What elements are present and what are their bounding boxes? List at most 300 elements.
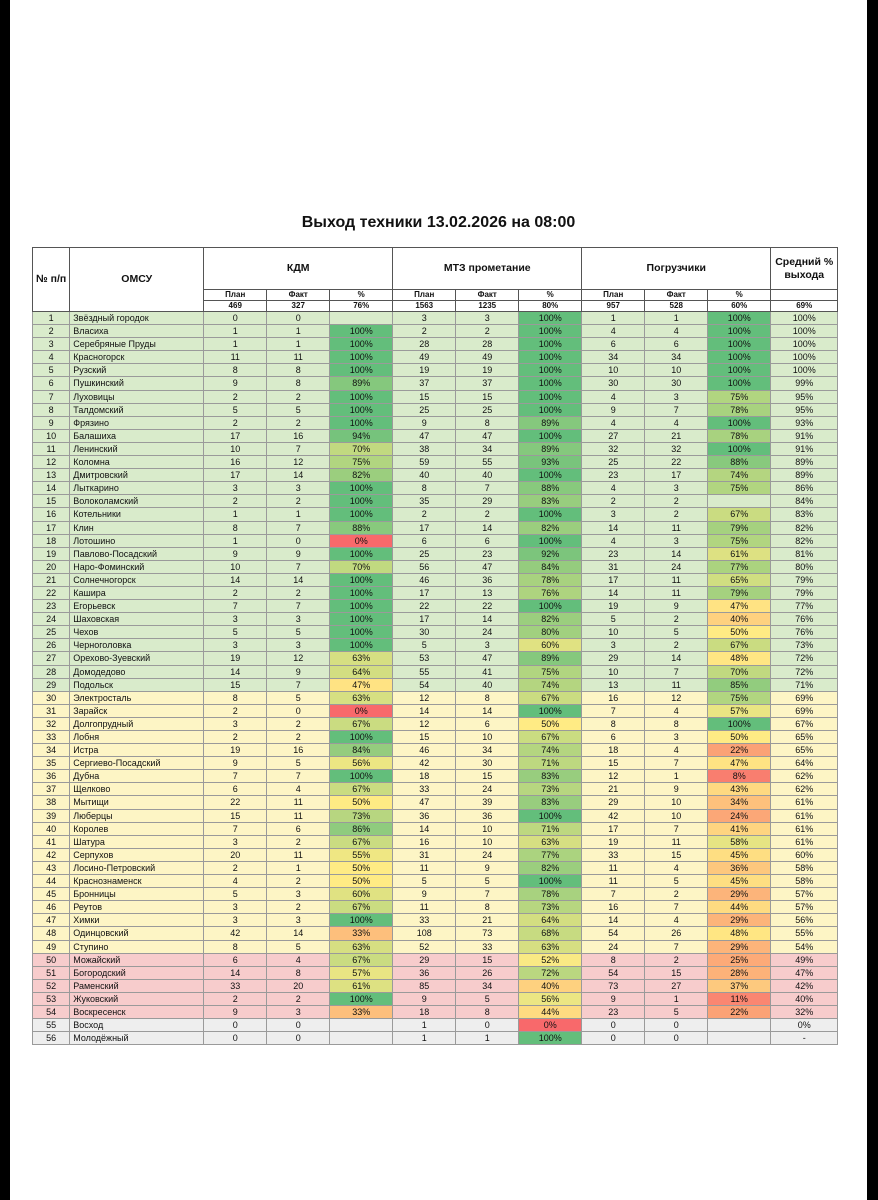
cell-kdm-pct: 100% [330,364,393,377]
cell-kdm-fact: 0 [267,312,330,325]
cell-mtz-fact: 36 [456,573,519,586]
cell-avg: 95% [771,403,838,416]
cell-mtz-fact: 33 [456,940,519,953]
cell-pog-plan: 19 [582,600,645,613]
table-row [33,783,838,796]
cell-num: 51 [33,966,70,979]
cell-kdm-plan: 16 [204,456,267,469]
cell-mtz-fact: 47 [456,652,519,665]
cell-pog-fact: 15 [645,848,708,861]
cell-mtz-pct: 76% [519,586,582,599]
cell-avg: 61% [771,809,838,822]
table-row [33,534,838,547]
cell-num: 24 [33,613,70,626]
cell-omsu: Истра [70,744,204,757]
cell-mtz-fact: 2 [456,325,519,338]
cell-num: 40 [33,822,70,835]
cell-pog-plan: 34 [582,351,645,364]
cell-pog-fact: 7 [645,403,708,416]
cell-mtz-plan: 5 [393,639,456,652]
cell-mtz-plan: 22 [393,600,456,613]
cell-kdm-pct: 100% [330,416,393,429]
cell-omsu: Серебряные Пруды [70,338,204,351]
cell-mtz-plan: 59 [393,456,456,469]
cell-pog-pct: 100% [708,377,771,390]
cell-avg: 100% [771,338,838,351]
cell-num: 14 [33,482,70,495]
cell-kdm-pct: 100% [330,770,393,783]
cell-kdm-plan: 2 [204,586,267,599]
cell-avg: 65% [771,731,838,744]
table-row [33,390,838,403]
cell-kdm-pct: 63% [330,652,393,665]
cell-mtz-pct: 75% [519,665,582,678]
cell-num: 16 [33,508,70,521]
cell-mtz-fact: 8 [456,1005,519,1018]
cell-pog-fact: 7 [645,665,708,678]
cell-pog-pct: 45% [708,848,771,861]
cell-pog-plan: 23 [582,547,645,560]
cell-kdm-fact: 7 [267,521,330,534]
cell-kdm-plan: 22 [204,796,267,809]
cell-kdm-fact: 2 [267,992,330,1005]
cell-mtz-pct: 73% [519,901,582,914]
cell-kdm-fact: 1 [267,325,330,338]
cell-pog-pct: 25% [708,953,771,966]
cell-kdm-fact: 16 [267,744,330,757]
cell-omsu: Долгопрудный [70,717,204,730]
cell-pog-plan: 29 [582,652,645,665]
cell-mtz-plan: 14 [393,822,456,835]
cell-kdm-plan: 19 [204,652,267,665]
cell-omsu: Лобня [70,731,204,744]
cell-pog-pct: 11% [708,992,771,1005]
cell-pog-pct [708,495,771,508]
cell-mtz-plan: 17 [393,586,456,599]
cell-kdm-pct: 33% [330,1005,393,1018]
cell-mtz-plan: 47 [393,429,456,442]
cell-omsu: Сергиево-Посадский [70,757,204,770]
cell-num: 6 [33,377,70,390]
cell-pog-plan: 5 [582,613,645,626]
table-row [33,442,838,455]
cell-kdm-plan: 0 [204,312,267,325]
cell-num: 33 [33,731,70,744]
cell-pog-fact: 26 [645,927,708,940]
header-pog: Погрузчики [582,248,771,290]
cell-kdm-pct: 86% [330,822,393,835]
table-row [33,678,838,691]
cell-kdm-fact: 4 [267,783,330,796]
cell-omsu: Наро-Фоминский [70,560,204,573]
total-pog-pct: 60% [708,301,771,312]
cell-kdm-plan: 14 [204,665,267,678]
cell-pog-plan: 16 [582,691,645,704]
cell-pog-pct: 100% [708,351,771,364]
cell-mtz-pct: 100% [519,390,582,403]
cell-mtz-pct: 63% [519,940,582,953]
cell-avg: 76% [771,613,838,626]
cell-kdm-pct: 73% [330,809,393,822]
cell-pog-fact: 4 [645,704,708,717]
cell-mtz-pct: 89% [519,442,582,455]
subheader-plan: План [582,290,645,301]
cell-pog-fact: 4 [645,914,708,927]
cell-mtz-plan: 85 [393,979,456,992]
cell-mtz-pct: 67% [519,691,582,704]
cell-num: 44 [33,875,70,888]
cell-omsu: Ленинский [70,442,204,455]
cell-mtz-plan: 18 [393,1005,456,1018]
cell-pog-pct: 41% [708,822,771,835]
cell-kdm-plan: 8 [204,364,267,377]
cell-mtz-fact: 1 [456,1032,519,1045]
cell-mtz-plan: 47 [393,796,456,809]
cell-avg: 79% [771,573,838,586]
cell-kdm-plan: 8 [204,691,267,704]
cell-omsu: Подольск [70,678,204,691]
cell-pog-fact: 7 [645,940,708,953]
cell-pog-plan: 6 [582,338,645,351]
cell-mtz-pct: 88% [519,482,582,495]
cell-mtz-fact: 73 [456,927,519,940]
cell-num: 21 [33,573,70,586]
subheader-fact: Факт [645,290,708,301]
cell-kdm-fact: 1 [267,861,330,874]
cell-pog-fact: 7 [645,822,708,835]
total-avg: 69% [771,301,838,312]
cell-kdm-pct: 75% [330,456,393,469]
cell-mtz-pct: 50% [519,717,582,730]
total-pog-fact: 528 [645,301,708,312]
cell-pog-plan: 24 [582,940,645,953]
cell-kdm-fact: 20 [267,979,330,992]
cell-kdm-pct: 100% [330,573,393,586]
table-row [33,364,838,377]
cell-avg: 40% [771,992,838,1005]
cell-kdm-pct: 47% [330,678,393,691]
cell-omsu: Орехово-Зуевский [70,652,204,665]
cell-pog-fact: 5 [645,1005,708,1018]
table-row [33,652,838,665]
cell-pog-plan: 54 [582,927,645,940]
cell-pog-pct: 67% [708,639,771,652]
cell-kdm-plan: 9 [204,757,267,770]
cell-mtz-fact: 3 [456,639,519,652]
cell-pog-pct: 67% [708,508,771,521]
cell-omsu: Богородский [70,966,204,979]
cell-omsu: Лотошино [70,534,204,547]
cell-omsu: Власиха [70,325,204,338]
cell-pog-pct: 45% [708,875,771,888]
cell-pog-fact: 30 [645,377,708,390]
cell-kdm-pct: 89% [330,377,393,390]
cell-avg: 71% [771,678,838,691]
cell-pog-plan: 12 [582,770,645,783]
cell-mtz-plan: 36 [393,966,456,979]
cell-pog-pct: 74% [708,469,771,482]
cell-pog-pct: 79% [708,521,771,534]
cell-mtz-plan: 11 [393,901,456,914]
cell-kdm-fact: 12 [267,652,330,665]
cell-kdm-pct: 100% [330,600,393,613]
cell-mtz-pct: 100% [519,325,582,338]
table-row [33,927,838,940]
cell-mtz-plan: 49 [393,351,456,364]
cell-avg: 89% [771,469,838,482]
cell-avg: 61% [771,835,838,848]
cell-kdm-plan: 3 [204,482,267,495]
cell-mtz-plan: 36 [393,809,456,822]
cell-kdm-fact: 5 [267,403,330,416]
cell-kdm-pct: 55% [330,848,393,861]
cell-mtz-fact: 28 [456,338,519,351]
table-row [33,704,838,717]
cell-kdm-fact: 2 [267,731,330,744]
cell-pog-plan: 73 [582,979,645,992]
cell-kdm-fact: 7 [267,678,330,691]
cell-pog-fact: 3 [645,482,708,495]
cell-kdm-pct [330,312,393,325]
cell-omsu: Коломна [70,456,204,469]
cell-pog-fact: 3 [645,731,708,744]
cell-kdm-plan: 9 [204,1005,267,1018]
cell-kdm-pct: 63% [330,940,393,953]
cell-num: 4 [33,351,70,364]
cell-pog-plan: 21 [582,783,645,796]
cell-avg: 79% [771,586,838,599]
cell-avg: 64% [771,757,838,770]
cell-pog-pct: 22% [708,744,771,757]
cell-omsu: Реутов [70,901,204,914]
cell-kdm-pct: 100% [330,403,393,416]
cell-mtz-pct: 67% [519,731,582,744]
cell-pog-fact: 6 [645,338,708,351]
cell-num: 8 [33,403,70,416]
cell-pog-fact: 10 [645,364,708,377]
cell-avg: 84% [771,495,838,508]
cell-omsu: Павлово-Посадский [70,547,204,560]
cell-kdm-pct: 100% [330,508,393,521]
cell-mtz-pct: 52% [519,953,582,966]
cell-pog-fact: 7 [645,901,708,914]
cell-mtz-fact: 47 [456,429,519,442]
table-row [33,731,838,744]
cell-pog-pct: 57% [708,704,771,717]
cell-kdm-fact: 2 [267,875,330,888]
cell-mtz-plan: 31 [393,848,456,861]
cell-mtz-plan: 33 [393,783,456,796]
cell-pog-plan: 23 [582,469,645,482]
cell-kdm-pct: 100% [330,547,393,560]
cell-pog-fact: 8 [645,717,708,730]
table-row [33,586,838,599]
cell-omsu: Воскресенск [70,1005,204,1018]
table-row [33,429,838,442]
cell-kdm-fact: 9 [267,547,330,560]
cell-pog-plan: 10 [582,364,645,377]
subheader-plan: План [393,290,456,301]
cell-kdm-fact: 2 [267,390,330,403]
cell-omsu: Раменский [70,979,204,992]
cell-pog-fact: 4 [645,861,708,874]
cell-mtz-fact: 25 [456,403,519,416]
cell-kdm-fact: 2 [267,717,330,730]
cell-kdm-plan: 17 [204,429,267,442]
cell-pog-plan: 0 [582,1019,645,1032]
cell-mtz-fact: 6 [456,534,519,547]
cell-kdm-fact: 9 [267,665,330,678]
cell-avg: 73% [771,639,838,652]
total-mtz-pct: 80% [519,301,582,312]
cell-kdm-plan: 2 [204,731,267,744]
cell-avg: 100% [771,351,838,364]
cell-kdm-plan: 10 [204,442,267,455]
cell-omsu: Звёздный городок [70,312,204,325]
cell-mtz-plan: 55 [393,665,456,678]
cell-kdm-plan: 0 [204,1032,267,1045]
cell-pog-fact: 0 [645,1019,708,1032]
cell-mtz-fact: 34 [456,442,519,455]
cell-omsu: Черноголовка [70,639,204,652]
table-row [33,521,838,534]
cell-kdm-plan: 7 [204,770,267,783]
cell-mtz-pct: 68% [519,927,582,940]
table-row [33,403,838,416]
cell-kdm-pct: 100% [330,914,393,927]
cell-num: 41 [33,835,70,848]
cell-pog-plan: 17 [582,573,645,586]
total-pog-plan: 957 [582,301,645,312]
cell-num: 38 [33,796,70,809]
cell-kdm-plan: 5 [204,888,267,901]
cell-kdm-plan: 8 [204,521,267,534]
cell-mtz-plan: 46 [393,744,456,757]
cell-kdm-pct: 67% [330,835,393,848]
table-row [33,456,838,469]
cell-mtz-plan: 17 [393,613,456,626]
cell-mtz-plan: 2 [393,508,456,521]
cell-kdm-fact: 11 [267,848,330,861]
cell-avg: 86% [771,482,838,495]
table-row [33,338,838,351]
cell-mtz-fact: 10 [456,835,519,848]
cell-pog-pct: 29% [708,914,771,927]
cell-kdm-fact: 0 [267,1032,330,1045]
cell-omsu: Дубна [70,770,204,783]
table-row [33,495,838,508]
cell-mtz-fact: 10 [456,822,519,835]
cell-kdm-pct: 100% [330,325,393,338]
cell-kdm-pct: 100% [330,613,393,626]
equipment-table-wrap [32,247,838,1045]
cell-kdm-pct: 67% [330,783,393,796]
cell-mtz-plan: 11 [393,861,456,874]
cell-num: 25 [33,626,70,639]
header-avg: Средний % выхода [771,248,838,290]
cell-kdm-pct: 100% [330,639,393,652]
cell-kdm-fact: 2 [267,586,330,599]
cell-avg: 72% [771,665,838,678]
cell-omsu: Котельники [70,508,204,521]
cell-pog-fact: 7 [645,757,708,770]
cell-pog-fact: 5 [645,626,708,639]
cell-omsu: Бронницы [70,888,204,901]
cell-pog-pct: 58% [708,835,771,848]
cell-num: 22 [33,586,70,599]
cell-mtz-fact: 47 [456,560,519,573]
cell-pog-fact: 1 [645,992,708,1005]
cell-kdm-plan: 2 [204,495,267,508]
cell-mtz-pct: 71% [519,822,582,835]
cell-pog-pct: 100% [708,442,771,455]
cell-mtz-plan: 33 [393,914,456,927]
cell-avg: 81% [771,547,838,560]
cell-avg: 80% [771,560,838,573]
cell-pog-plan: 3 [582,508,645,521]
cell-omsu: Зарайск [70,704,204,717]
cell-num: 27 [33,652,70,665]
cell-kdm-plan: 2 [204,390,267,403]
cell-omsu: Одинцовский [70,927,204,940]
cell-mtz-fact: 5 [456,875,519,888]
cell-num: 28 [33,665,70,678]
cell-kdm-plan: 17 [204,469,267,482]
cell-omsu: Королев [70,822,204,835]
cell-pog-pct: 29% [708,940,771,953]
cell-omsu: Клин [70,521,204,534]
cell-mtz-plan: 17 [393,521,456,534]
cell-num: 19 [33,547,70,560]
cell-mtz-fact: 14 [456,521,519,534]
cell-num: 23 [33,600,70,613]
cell-mtz-pct: 78% [519,888,582,901]
cell-pog-pct: 100% [708,717,771,730]
cell-omsu: Лыткарино [70,482,204,495]
cell-kdm-fact: 0 [267,704,330,717]
cell-kdm-fact: 7 [267,442,330,455]
cell-avg: 65% [771,744,838,757]
cell-mtz-plan: 52 [393,940,456,953]
cell-num: 31 [33,704,70,717]
cell-num: 26 [33,639,70,652]
cell-pog-fact: 32 [645,442,708,455]
table-row [33,744,838,757]
cell-omsu: Балашиха [70,429,204,442]
cell-pog-pct: 70% [708,665,771,678]
cell-kdm-pct: 100% [330,495,393,508]
table-body [33,312,838,1045]
cell-avg: 69% [771,704,838,717]
cell-mtz-fact: 41 [456,665,519,678]
cell-avg: 49% [771,953,838,966]
cell-mtz-pct: 100% [519,351,582,364]
cell-avg: 76% [771,626,838,639]
cell-num: 11 [33,442,70,455]
cell-pog-pct: 78% [708,403,771,416]
cell-pog-plan: 6 [582,731,645,744]
cell-pog-plan: 29 [582,796,645,809]
cell-pog-fact: 10 [645,809,708,822]
cell-num: 48 [33,927,70,940]
cell-kdm-fact: 2 [267,416,330,429]
cell-pog-pct: 100% [708,416,771,429]
cell-mtz-fact: 34 [456,979,519,992]
cell-pog-plan: 19 [582,835,645,848]
cell-avg: 99% [771,377,838,390]
cell-pog-pct: 85% [708,678,771,691]
cell-mtz-plan: 30 [393,626,456,639]
